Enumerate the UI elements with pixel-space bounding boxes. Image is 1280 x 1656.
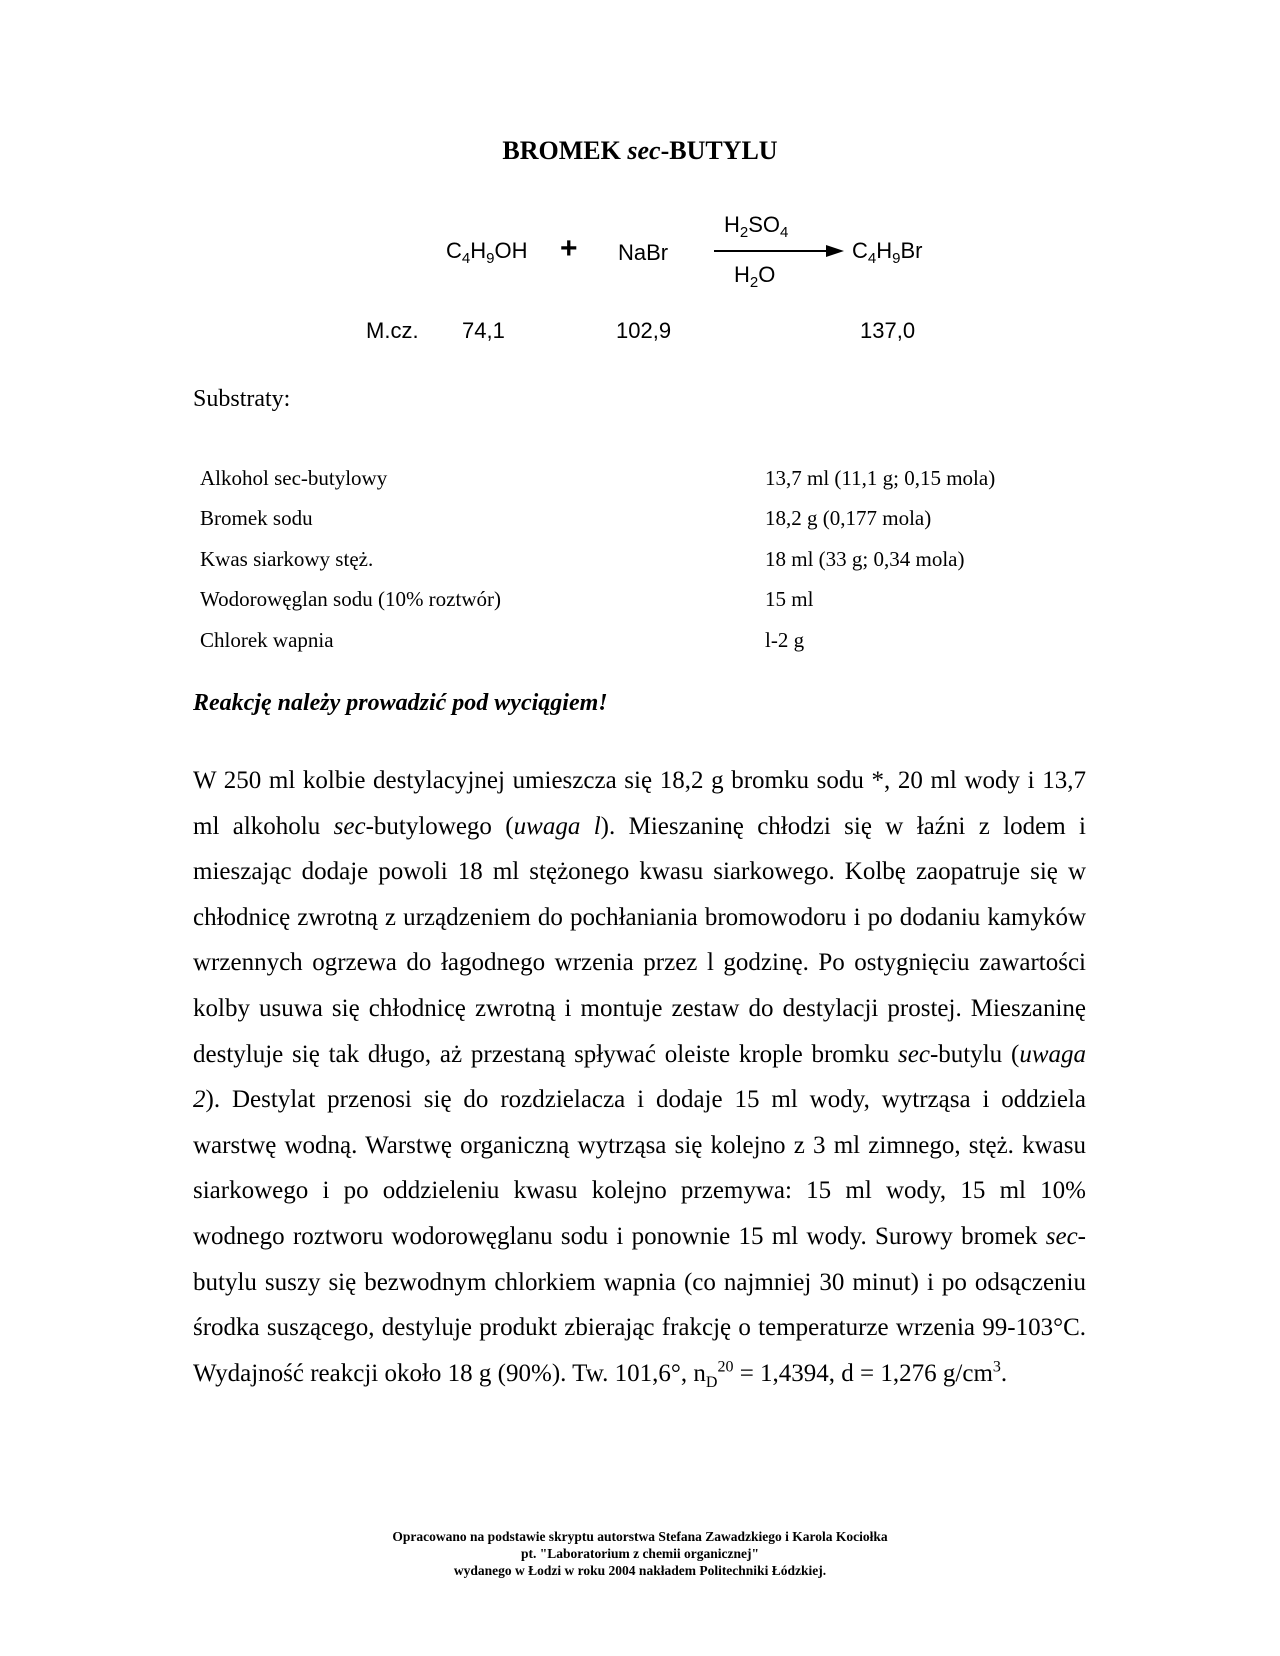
table-row	[200, 620, 1060, 661]
substrate-name: Wodorowęglan sodu (10% roztwór)	[200, 587, 501, 612]
substrate-amount: 15 ml	[765, 587, 814, 612]
substrate-name: Kwas siarkowy stęż.	[200, 546, 374, 571]
substrate-amount: 18 ml (33 g; 0,34 mola)	[765, 546, 965, 571]
document-title: BROMEK sec-BUTYLU	[502, 136, 778, 165]
plus-sign: +	[560, 232, 578, 265]
substrate-name: Bromek sodu	[200, 506, 313, 531]
molar-mass-label: M.cz.	[366, 318, 419, 343]
reagent-above-arrow: $H_2SO_4$	[724, 212, 789, 241]
substrate-name: Alkohol sec-butylowy	[200, 465, 388, 490]
table-row	[200, 458, 1060, 499]
fume-hood-warning: Reakcję należy prowadzić pod wyciągiem!	[193, 690, 608, 716]
substrate-amount: 13,7 ml (11,1 g; 0,15 mola)	[765, 465, 996, 490]
substrate-amount: l-2 g	[765, 627, 805, 652]
molar-mass-nabr: 102,9	[616, 318, 672, 343]
procedure-paragraph: W 250 ml kolbie destylacyjnej umieszcza się 18,2 g bromku sodu *, 20 ml wody i 13,7 ml alkoholu sec-butylowego (uwaga l). Mieszaninę chłodzi się w łaźni z lodem i mieszając dodaje powoli 18 ml stężonego kwasu siarkowego. Kolbę zaopatruje się w chłodnicę zwrotną z urządzeniem do pochłaniania bromowodoru i po dodaniu kamyków wrzennych ogrzewa do łagodnego wrzenia przez l godzinę. Po ostygnięciu zawartości kolby usuwa się chłodnicę zwrotną i montuje zestaw do destylacji prostej. Mieszaninę destyluje się tak długo, aż przestaną spływać oleiste krople bromku sec-butylu (uwaga 2). Destylat przenosi się do rozdzielacza i dodaje 15 ml wody, wytrząsa i oddziela warstwę wodną. Warstwę organiczną wytrząsa się kolejno z 3 ml zimnego, stęż. kwasu siarkowego i po oddzieleniu kwasu kolejno przemywa: 15 ml wody, 15 ml 10% wodnego roztworu wodorowęglanu sodu i ponownie 15 ml wody. Surowy bromek sec-butylu suszy się bezwodnym chlorkiem wapnia (co najmniej 30 minut) i po odsączeniu środka suszącego, destyluje produkt zbierając frakcję o temperaturze wrzenia 99-103°C. Wydajność reakcji około 18 g (90%). Tw. 101,6°, $n_D^{20} = 1,4394$, d = 1,276 $g/cm^3$.	[193, 767, 1086, 1391]
arrow-head-icon	[826, 245, 844, 257]
reactant-nabr: NaBr	[618, 240, 669, 265]
molar-mass-alcohol: 74,1	[462, 318, 505, 343]
reactant-alcohol: $C_4H_9OH$	[446, 238, 528, 267]
table-row	[200, 539, 1060, 580]
source-footer	[0, 1528, 1280, 1579]
substrate-amount: 18,2 g (0,177 mola)	[765, 506, 932, 531]
product-formula: $C_4H_9Br$	[852, 238, 923, 267]
footer-line: Opracowano na podstawie skryptu autorstwa Stefana Zawadzkiego i Karola Kociołka	[392, 1529, 888, 1544]
substrates-table	[200, 458, 1060, 661]
footer-line: pt. "Laboratorium z chemii organicznej"	[520, 1546, 760, 1561]
substrate-name: Chlorek wapnia	[200, 627, 334, 652]
table-row	[200, 499, 1060, 540]
table-row	[200, 580, 1060, 621]
reagent-below-arrow: $H_2O$	[734, 262, 776, 291]
substrates-heading: Substraty:	[193, 386, 291, 412]
reaction-arrow	[714, 250, 830, 252]
molar-mass-product: 137,0	[860, 318, 916, 343]
footer-line: wydanego w Łodzi w roku 2004 nakładem Politechniki Łódzkiej.	[453, 1563, 827, 1578]
